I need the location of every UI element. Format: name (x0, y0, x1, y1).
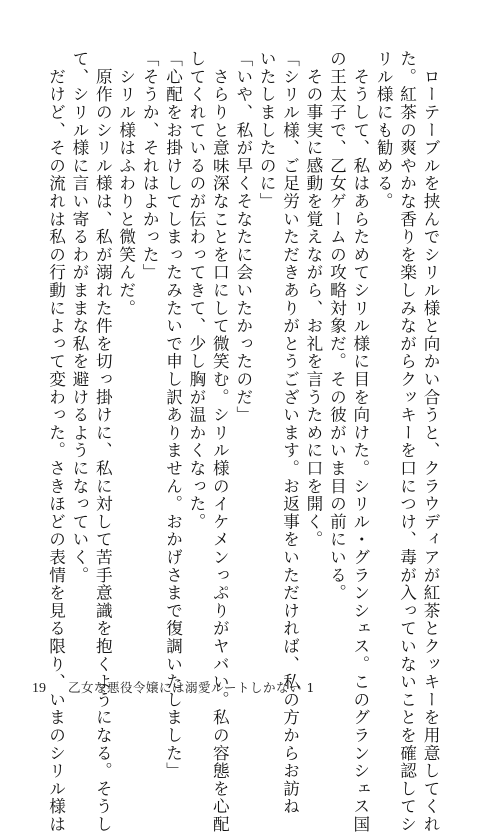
text-line: ローテーブルを挟んでシリル様と向かい合うと、クラウディアが紅茶とクッキーを用意してくれ (421, 50, 440, 833)
text-line: そうして、私はあらためてシリル様に目を向けた。シリル・グランシェス。このグランシェス国 (350, 50, 370, 833)
text-line: 「シリル様、ご足労いただきありがとうございます。お返事をいただければ、私の方からお訪ね (280, 50, 300, 816)
text-line: シリル様はふわりと微笑んだ。 (116, 50, 136, 317)
text-line: その事実に感動を覚えながら、お礼を言うために口を開く。 (303, 50, 323, 549)
page-footer (32, 678, 315, 697)
text-line: 「心配をお掛けしてしまったみたいで申し訳ありません。おかげさまで復調いたしました」 (163, 50, 183, 780)
text-line: 「そうか、それはよかった」 (140, 50, 160, 282)
text-line: た。紅茶の爽やかな香りを楽しみながらクッキーを口につけ、毒が入っていないことを確認してシ (397, 50, 417, 833)
text-line: て、シリル様に言い寄るわがままな私を避けるようになっていく。 (69, 50, 89, 584)
text-line: の王太子で、乙女ゲームの攻略対象だ。その彼がいま目の前にいる。 (327, 50, 347, 602)
text-line: だけど、その流れは私の行動によって変わった。さきほどの表情を見る限り、いまのシリル様は (46, 50, 66, 833)
text-line: してくれているのが伝わってきて、少し胸が温かくなった。 (186, 50, 206, 531)
text-line: さらりと意味深なことを口にして微笑む。シリル様のイケメンっぷりがヤバい。私の容態を心配 (210, 50, 230, 833)
running-title: 乙女な悪役令嬢には溺愛ルートしかない 1 (68, 680, 315, 695)
text-line: リル様にも勧める。 (374, 50, 394, 211)
text-line: 原作のシリル様は、私が溺れた件を切っ掛けに、私に対して苦手意識を抱くようになる。そうし (93, 50, 113, 833)
text-line: いたしましたのに」 (257, 50, 277, 211)
text-line: 「いや、私が早くそなたに会いたかったのだ」 (233, 50, 253, 424)
page-number: 19 (32, 681, 46, 696)
